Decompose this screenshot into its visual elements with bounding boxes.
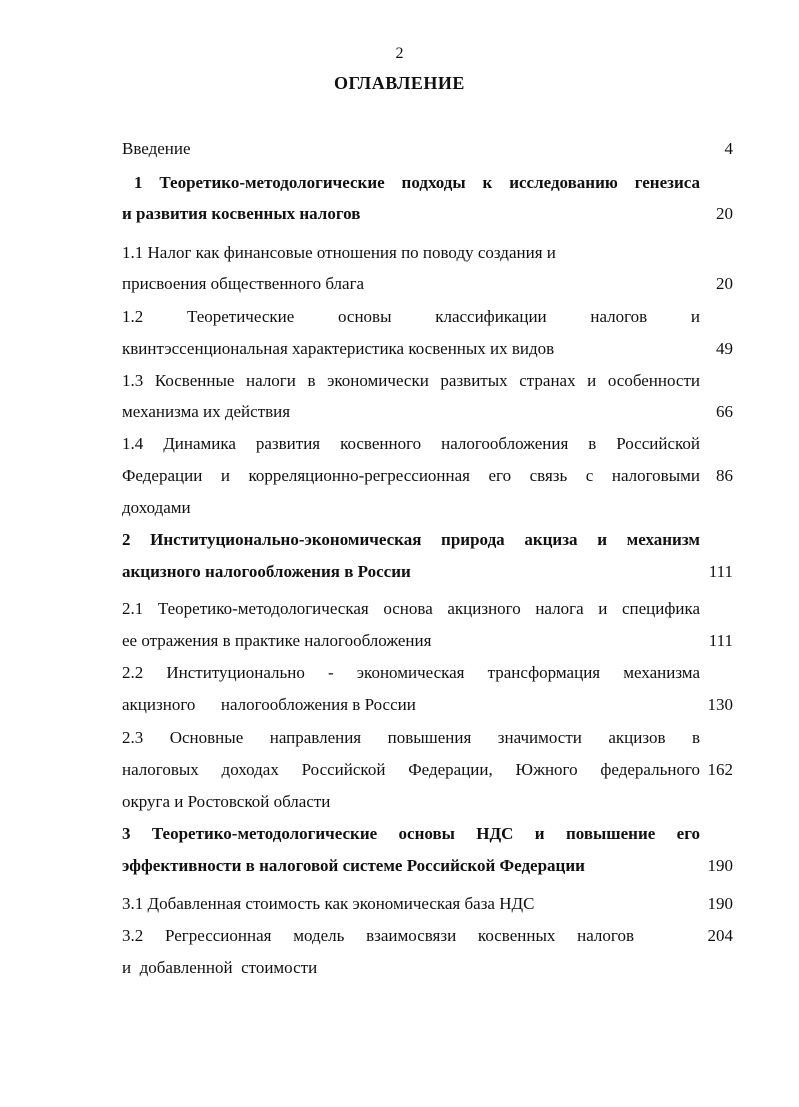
toc-entry-text: 2.3 Основные направления повышения значимости акцизов в xyxy=(122,728,700,747)
toc-page-number: 190 xyxy=(707,856,733,875)
toc-entry-text: Федерации и корреляционно-регрессионная его связь с налоговыми xyxy=(122,466,700,485)
toc-entry-text: механизма их действия xyxy=(122,402,291,421)
toc-page-number: 111 xyxy=(708,562,733,581)
toc-entry-text: присвоения общественного блага xyxy=(122,274,365,293)
toc-entry-text: акцизного налогообложения в России xyxy=(122,562,411,581)
toc-entry-text: 1.4 Динамика развития косвенного налогообложения в Российской xyxy=(122,434,700,453)
toc-entry-text: 3.2 Регрессионная модель взаимосвязи косвенных налогов xyxy=(122,926,634,945)
toc-entry-text: 1.3 Косвенные налоги в экономически развитых странах и особенности xyxy=(122,371,700,390)
toc-entry-text: акцизного налогообложения в России xyxy=(122,695,416,714)
toc-entry-text: округа и Ростовской области xyxy=(122,792,331,811)
toc-entry-text: эффективности в налоговой системе Российской Федерации xyxy=(122,856,585,875)
toc-entry-text: доходами xyxy=(122,498,191,517)
toc-entry-text: 3.1 Добавленная стоимость как экономическая база НДС xyxy=(122,894,535,913)
toc-page-number: 204 xyxy=(707,926,733,945)
toc-page-number: 66 xyxy=(716,402,733,421)
toc-page-number: 49 xyxy=(716,339,733,358)
toc-entry-text: 1.1 Налог как финансовые отношения по поводу создания и xyxy=(122,243,556,262)
toc-entry-text: 2 Институционально-экономическая природа акциза и механизм xyxy=(122,530,700,549)
toc-entry-text: 1.2 Теоретические основы классификации налогов и xyxy=(122,307,700,326)
toc-entry-text: и развития косвенных налогов xyxy=(122,204,361,223)
page-number: 2 xyxy=(395,45,404,62)
toc-page-number: 86 xyxy=(716,466,733,485)
toc-page-number: 20 xyxy=(716,274,733,293)
toc-entry-text: налоговых доходах Российской Федерации, Южного федерального xyxy=(122,760,700,779)
page-title: ОГЛАВЛЕНИЕ xyxy=(334,73,465,93)
toc-entry-text: 1 Теоретико-методологические подходы к исследованию генезиса xyxy=(134,173,700,192)
toc-entry-text: ее отражения в практике налогообложения xyxy=(122,631,432,650)
toc-entry-text: 2.1 Теоретико-методологическая основа акцизного налога и специфика xyxy=(122,599,700,618)
toc-page-number: 111 xyxy=(708,631,733,650)
toc-entry-text: 2.2 Институционально - экономическая трансформация механизма xyxy=(122,663,700,682)
toc-entry-text: 3 Теоретико-методологические основы НДС и повышение его xyxy=(122,824,700,843)
toc-page-number: 20 xyxy=(716,204,733,223)
toc-entry-text: и добавленной стоимости xyxy=(122,958,318,977)
toc-page-number: 162 xyxy=(707,760,733,779)
toc-entry-text: Введение xyxy=(122,139,191,158)
toc-entry-text: квинтэссенциональная характеристика косвенных их видов xyxy=(122,339,555,358)
toc-page-number: 130 xyxy=(707,695,733,714)
toc-page-number: 190 xyxy=(707,894,733,913)
toc-page-number: 4 xyxy=(724,139,733,158)
